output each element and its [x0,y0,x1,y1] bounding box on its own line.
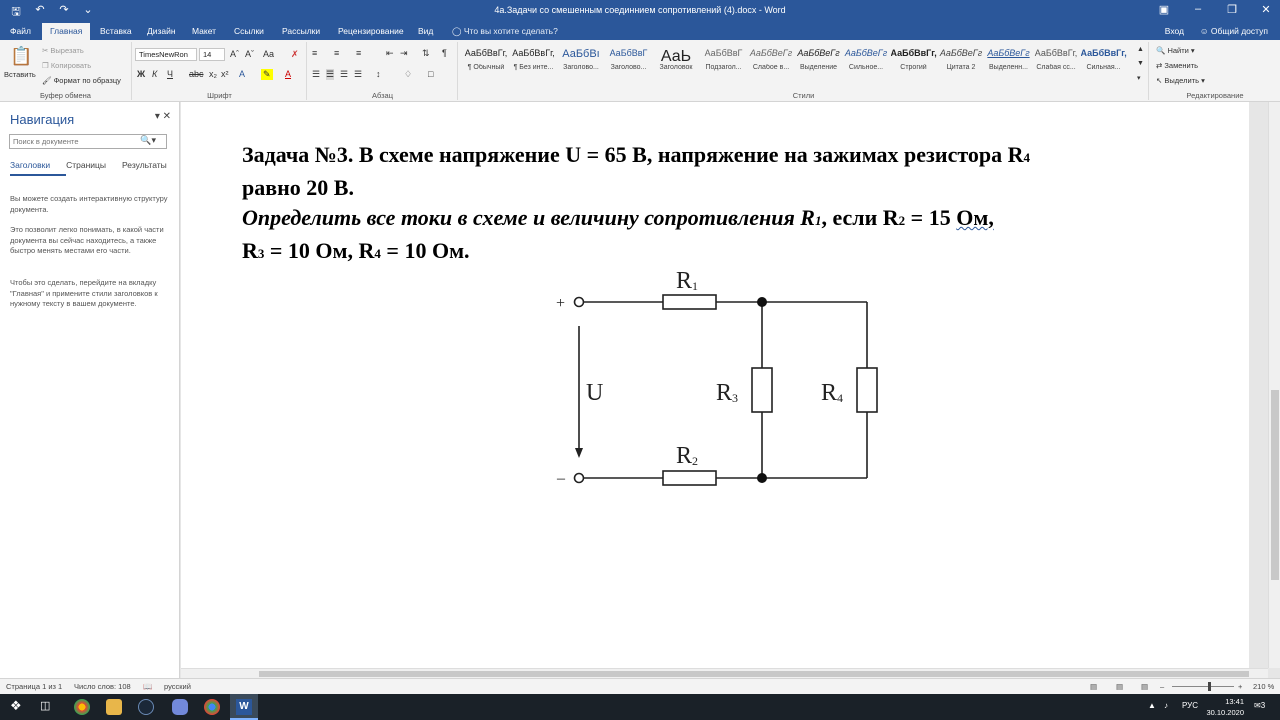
word-taskbar-button[interactable] [230,694,258,720]
resistor-r4 [857,368,877,412]
doc-line-3-b: , если R [821,205,899,230]
resistor-r2 [663,471,716,485]
font-group-label: Шрифт [207,91,232,100]
shrink-font-icon[interactable]: Aˇ [245,49,254,59]
web-layout-icon[interactable]: ▤ [1141,682,1149,691]
navigation-pane [0,102,180,678]
print-layout-icon[interactable]: ▤ [1116,682,1124,691]
doc-line-1 [242,140,1222,173]
style-name: Заголовок [659,64,693,71]
editing-group-label: Редактирование [1186,91,1244,100]
style-name: Сильное... [848,64,884,71]
zoom-out-icon[interactable]: – [1160,682,1165,691]
tab-view[interactable]: Вид [418,26,434,36]
line-spacing-icon[interactable]: ↕ [376,69,381,79]
navigation-help-3: Чтобы это сделать, перейдите на вкладку "Главная" и примените стили заголовков к нужному тексту в вашем документе. [10,278,158,308]
window-title: 4а.Задачи со смешенным соединнием сопротивлений (4).docx - Word [494,5,786,15]
style-tile[interactable] [938,48,984,71]
ribbon [0,40,1280,102]
window-controls [1154,3,1276,16]
style-tile[interactable] [558,48,604,71]
replace-button[interactable]: ⇄ Заменить [1156,61,1199,70]
clipboard-group [0,42,132,100]
style-sample: АаБбВвГ [609,48,648,58]
language-indicator[interactable]: русский [164,682,191,691]
doc-line-3-sub2: 2 [898,213,906,228]
doc-line-4-a: R [242,238,258,263]
style-sample: АаБбВı [562,48,600,60]
show-marks-icon[interactable]: ¶ [442,48,447,58]
r2-label: R [676,443,693,469]
input-language[interactable]: РУС [1182,701,1199,710]
vertical-scroll-thumb[interactable] [1271,390,1279,580]
vertical-scrollbar[interactable] [1268,102,1280,668]
doc-line-3-c: = 15 [905,205,957,230]
save-icon[interactable]: 🖫 [11,6,21,18]
minus-sign: – [557,470,565,487]
ribbon-display-icon[interactable]: ▣ [1158,4,1170,16]
share-label: Общий доступ [1210,26,1268,36]
doc-line-1-sub: 4 [1023,150,1030,165]
style-tile[interactable] [1033,48,1079,71]
align-left-icon[interactable]: ☰ [312,69,321,79]
person-icon: ☺ [1199,26,1209,36]
font-color-icon[interactable]: A [285,69,292,79]
superscript-icon[interactable]: x² [221,69,229,79]
zoom-slider-thumb[interactable] [1208,682,1211,691]
sign-in-link[interactable]: Вход [1164,26,1184,36]
style-name: Слабая сс... [1036,64,1076,71]
paragraph-group-label: Абзац [371,91,394,100]
navigation-search-input[interactable] [10,135,140,148]
task-view-icon[interactable]: ◫ [40,700,51,712]
italic-button[interactable]: К [152,69,158,79]
clipboard-group-label: Буфер обмена [40,91,91,100]
horizontal-scrollbar[interactable] [181,668,1268,678]
borders-icon[interactable]: □ [428,69,434,79]
navigation-tabs [10,160,183,170]
windows-start-icon[interactable]: ❖ [10,698,22,713]
zoom-in-icon[interactable]: + [1238,682,1243,691]
close-icon[interactable]: ✕ [1261,4,1271,16]
style-name: Выделение [799,64,838,71]
navigation-close-icon[interactable]: ▾ ✕ [154,111,171,122]
clear-formatting-icon[interactable]: ✗ [291,49,299,59]
style-sample: АаБбВвГг, [512,48,555,58]
subscript-icon[interactable]: x₂ [209,69,217,79]
style-name: ¶ Обычный [467,64,505,71]
navigation-help-2: Это позволит легко понимать, в какой части документа вы сейчас находитесь, а также быстро менять местами его части. [10,225,164,255]
document-body[interactable] [242,140,1222,269]
select-button[interactable]: ↖ Выделить ▾ [1156,76,1205,85]
style-name: Сильная... [1086,64,1121,71]
grow-font-icon[interactable]: Aˆ [230,49,239,59]
tab-references[interactable]: Ссылки [234,26,264,36]
style-tile[interactable] [606,48,652,71]
style-tile[interactable] [511,48,557,71]
increase-indent-icon[interactable]: ⇥ [400,48,408,58]
document-page[interactable] [181,102,1249,668]
node-bottom [757,473,767,483]
plus-sign: + [556,295,566,312]
strikethrough-icon[interactable]: abc [189,69,204,79]
style-name: Подзагол... [705,64,742,71]
active-tab-underline [10,174,66,176]
highlight-icon[interactable]: ✎ [263,69,271,79]
style-tile[interactable] [701,48,747,71]
volume-icon[interactable]: ♪ [1164,701,1168,710]
style-name: Слабое в... [752,64,790,71]
paragraph-group [308,42,458,100]
navigation-search-box [9,134,167,149]
file-explorer-icon[interactable] [106,699,122,715]
copy-label: Копировать [50,61,92,70]
network-icon[interactable]: ▲ [1148,701,1156,710]
style-sample: АаБбВеГг [939,48,983,58]
horizontal-scroll-thumb[interactable] [259,671,1249,677]
search-icon[interactable]: 🔍▾ [140,135,156,145]
r1-label: R [676,268,693,294]
clock-time: 13:41 [1225,697,1244,706]
doc-line-3-unit: Ом, [956,205,994,230]
styles-scroll-up-icon[interactable]: ▲ [1137,46,1144,53]
clock-date: 30.10.2020 [1206,708,1244,717]
terminal-plus [575,298,584,307]
style-tile[interactable] [748,48,794,71]
bold-button[interactable]: Ж [137,69,146,79]
style-sample: АаБбВвГ [704,48,743,58]
chrome-icon[interactable] [74,699,90,715]
select-label: Выделить [1164,76,1199,85]
tab-design[interactable]: Дизайн [147,26,176,36]
r3-subscript: 3 [732,391,738,405]
minimize-icon[interactable]: – [1194,3,1202,15]
change-case-icon[interactable]: Aa [263,49,275,59]
tab-layout[interactable]: Макет [192,26,217,36]
discord-icon[interactable] [172,699,188,715]
undo-icon[interactable]: ↶ [35,4,45,16]
style-tile[interactable] [653,48,699,71]
word-icon: W [236,699,252,715]
tab-pages[interactable]: Страницы [66,160,106,170]
format-painter-button[interactable]: 🖌 Формат по образцу [42,76,121,85]
style-sample: АаБбВвГг, [1034,48,1078,58]
node-top [757,297,767,307]
tell-me-search[interactable]: ◯ Что вы хотите сделать? [452,26,558,36]
voltage-arrow-head [575,448,583,458]
doc-line-4-c: = 10 Ом. [380,238,470,263]
decrease-indent-icon[interactable]: ⇤ [386,48,394,58]
paste-icon[interactable]: 📋 [10,46,33,66]
sort-icon[interactable]: ⇅ [422,48,430,58]
page-count[interactable]: Страница 1 из 1 [6,682,63,691]
style-sample: АаБбВвГг, [890,48,937,58]
find-button[interactable]: 🔍 Найти ▾ [1156,46,1195,55]
style-sample: АаБбВвГг, [464,48,508,58]
tab-file[interactable]: Файл [10,26,31,36]
style-tile[interactable] [463,48,509,71]
doc-line-2: равно 20 В. [242,175,354,200]
styles-group-label: Стили [792,91,815,100]
doc-line-3-sub1: 1 [814,213,822,228]
clock[interactable] [1206,696,1244,718]
bullets-icon[interactable]: ≡ [312,48,318,58]
tab-home[interactable]: Главная [42,23,90,40]
proofing-icon[interactable]: 📖 [143,682,153,691]
style-sample: АаБбВвГг, [1080,48,1127,58]
resistor-r1 [663,295,716,309]
doc-line-4-sub3: 3 [257,246,265,261]
align-center-icon[interactable]: ☰ [326,69,335,79]
tab-headings[interactable]: Заголовки [10,160,51,170]
ribbon-tabs [0,22,1280,40]
style-sample: АаБбВеГг [844,48,888,58]
doc-line-3-italic: Определить все токи в схеме и величину сопротивления R [242,205,815,230]
tab-insert[interactable]: Вставка [100,26,132,36]
r4-label: R [821,380,838,406]
copy-button[interactable]: ❐ Копировать [42,61,92,70]
numbering-icon[interactable]: ≡ [334,48,340,58]
style-name: Цитата 2 [946,64,976,71]
restore-icon[interactable]: ❐ [1227,4,1237,16]
style-sample: АаБбВеГг [749,48,793,58]
doc-line-3 [242,203,1222,236]
customize-qat-icon[interactable]: ⌄ [83,4,93,16]
zoom-slider[interactable] [1172,686,1234,687]
voltage-label: U [586,380,604,406]
steam-icon[interactable] [138,699,154,715]
notification-count: 3 [1260,701,1266,710]
resistor-r3 [752,368,772,412]
word-count[interactable]: Число слов: 108 [74,682,131,691]
tab-review[interactable]: Рецензирование [338,26,404,36]
title-bar [0,0,1280,22]
style-sample: АаБбВеГг [987,48,1030,58]
underline-button[interactable]: Ч [167,69,173,79]
navigation-title: Навигация [10,112,75,127]
terminal-minus [575,474,584,483]
paste-button[interactable]: Вставить [4,70,36,79]
doc-line-4-b: = 10 Ом, R [264,238,375,263]
tab-results[interactable]: Результаты [122,160,167,170]
tell-me-label: Что вы хотите сделать? [463,26,558,36]
doc-line-1-text: Задача №3. В схеме напряжение U = 65 В, напряжение на зажимах резистора R [242,142,1024,167]
zoom-level[interactable]: 210 % [1253,682,1275,691]
style-tile[interactable] [891,48,937,71]
editing-group [1150,42,1280,100]
r4-subscript: 4 [837,391,843,405]
style-tile[interactable] [1081,48,1127,71]
style-tile[interactable] [843,48,889,71]
find-label: Найти [1167,46,1189,55]
styles-group [459,42,1149,100]
styles-scroll-down-icon[interactable]: ▼ [1137,60,1144,67]
style-name: Заголово... [610,64,647,71]
styles-more-icon[interactable]: ▾ [1137,75,1141,82]
r2-subscript: 2 [692,454,698,468]
style-sample: АаЬ [660,48,692,64]
multilevel-list-icon[interactable]: ≡ [356,48,362,58]
doc-line-4-sub4: 4 [374,246,381,261]
style-name: Заголово... [563,64,599,71]
status-bar [0,678,1280,694]
taskbar [0,694,1280,720]
style-name: Выделенн... [989,64,1028,71]
style-name: ¶ Без инте... [513,64,554,71]
notifications-icon[interactable]: ✉3 [1254,701,1266,710]
document-area [181,102,1268,668]
style-tile[interactable] [796,48,842,71]
format-painter-label: Формат по образцу [53,76,121,85]
navigation-help-1: Вы можете создать интерактивную структуру документа. [10,194,168,214]
text-effects-icon[interactable]: A [239,69,246,79]
justify-icon[interactable]: ☰ [354,69,363,79]
font-size-select[interactable]: 14 [199,48,225,61]
replace-label: Заменить [1164,61,1199,70]
style-name: Строгий [900,64,927,71]
redo-icon[interactable]: ↷ [59,4,69,16]
cut-button[interactable]: ✂ Вырезать [42,46,84,55]
r3-label: R [716,380,733,406]
shading-icon[interactable]: ♢ [404,69,413,79]
font-group [133,42,307,100]
share-button[interactable] [1200,26,1268,36]
style-sample: АаБбВеГг [797,48,840,58]
cut-label: Вырезать [50,46,84,55]
style-tile[interactable] [986,48,1032,71]
align-right-icon[interactable]: ☰ [340,69,349,79]
font-name-select[interactable]: TimesNewRon [135,48,197,61]
r1-subscript: 1 [692,279,698,293]
circuit-diagram [552,262,892,522]
tab-mailings[interactable]: Рассылки [282,26,321,36]
read-mode-icon[interactable]: ▤ [1090,682,1098,691]
chrome-alt-icon[interactable] [204,699,220,715]
